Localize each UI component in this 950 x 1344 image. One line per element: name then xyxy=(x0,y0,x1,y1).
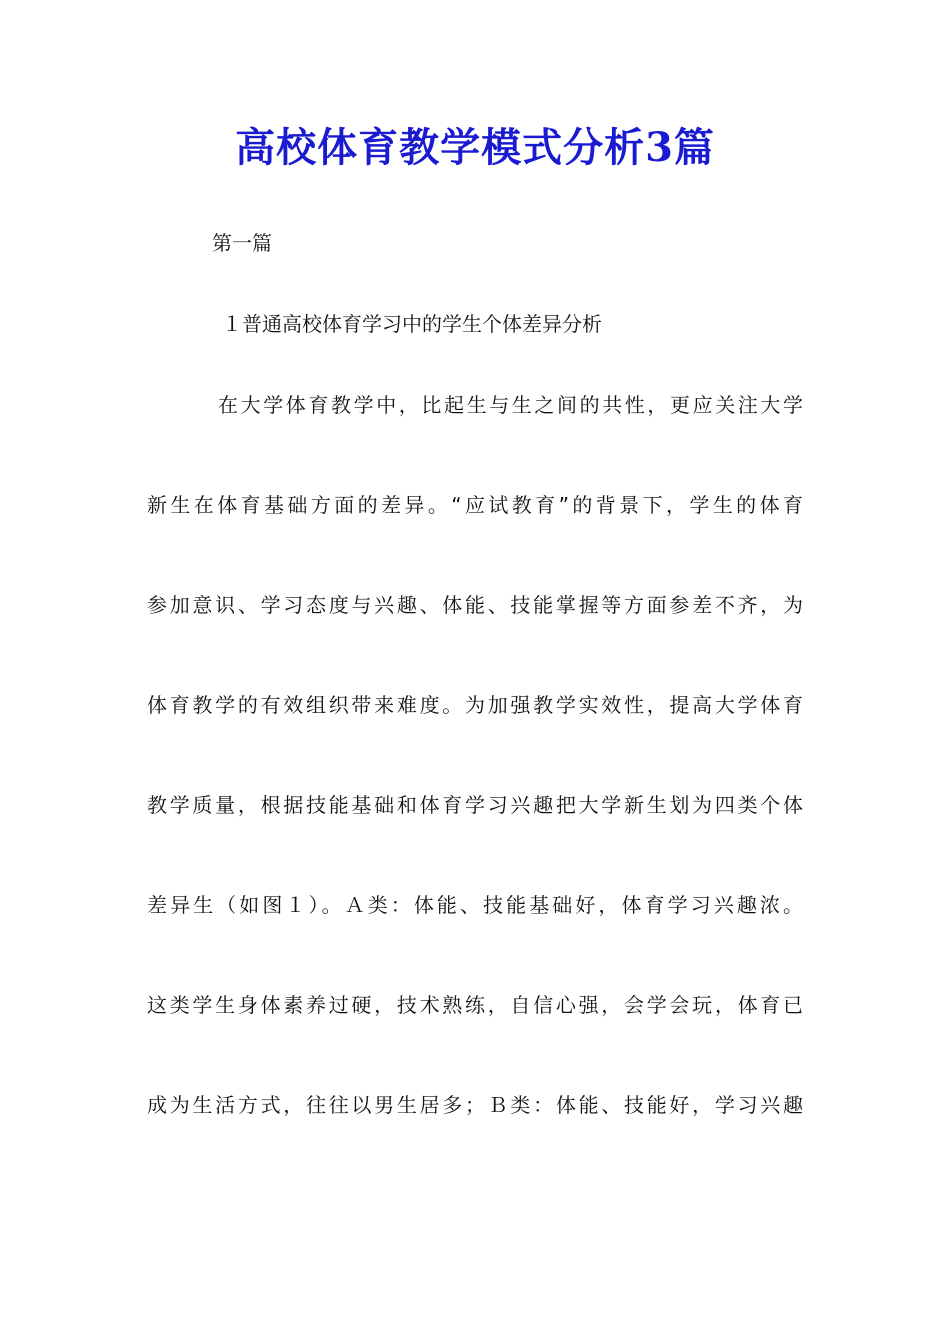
paragraph-line: 在大学体育教学中，比起生与生之间的共性，更应关注大学 xyxy=(218,393,803,417)
paragraph-line: 成为生活方式，往往以男生居多；Ｂ类：体能、技能好，学习兴趣 xyxy=(147,1093,803,1117)
paragraph-line: 体育教学的有效组织带来难度。为加强教学实效性，提高大学体育 xyxy=(147,693,803,717)
paragraph-line: 教学质量，根据技能基础和体育学习兴趣把大学新生划为四类个体 xyxy=(147,793,803,817)
paragraph-line: 新生在体育基础方面的差异。“应试教育”的背景下，学生的体育 xyxy=(147,493,803,517)
paragraph-line: 参加意识、学习态度与兴趣、体能、技能掌握等方面参差不齐，为 xyxy=(147,593,803,617)
document-title: 高校体育教学模式分析3篇 xyxy=(235,124,715,171)
section-label: 第一篇 xyxy=(212,231,272,255)
paragraph-line: 差异生（如图１）。Ａ类：体能、技能基础好，体育学习兴趣浓。 xyxy=(147,893,803,917)
subheading: １普通高校体育学习中的学生个体差异分析 xyxy=(222,312,602,336)
paragraph-line: 这类学生身体素养过硬，技术熟练，自信心强，会学会玩，体育已 xyxy=(147,993,803,1017)
